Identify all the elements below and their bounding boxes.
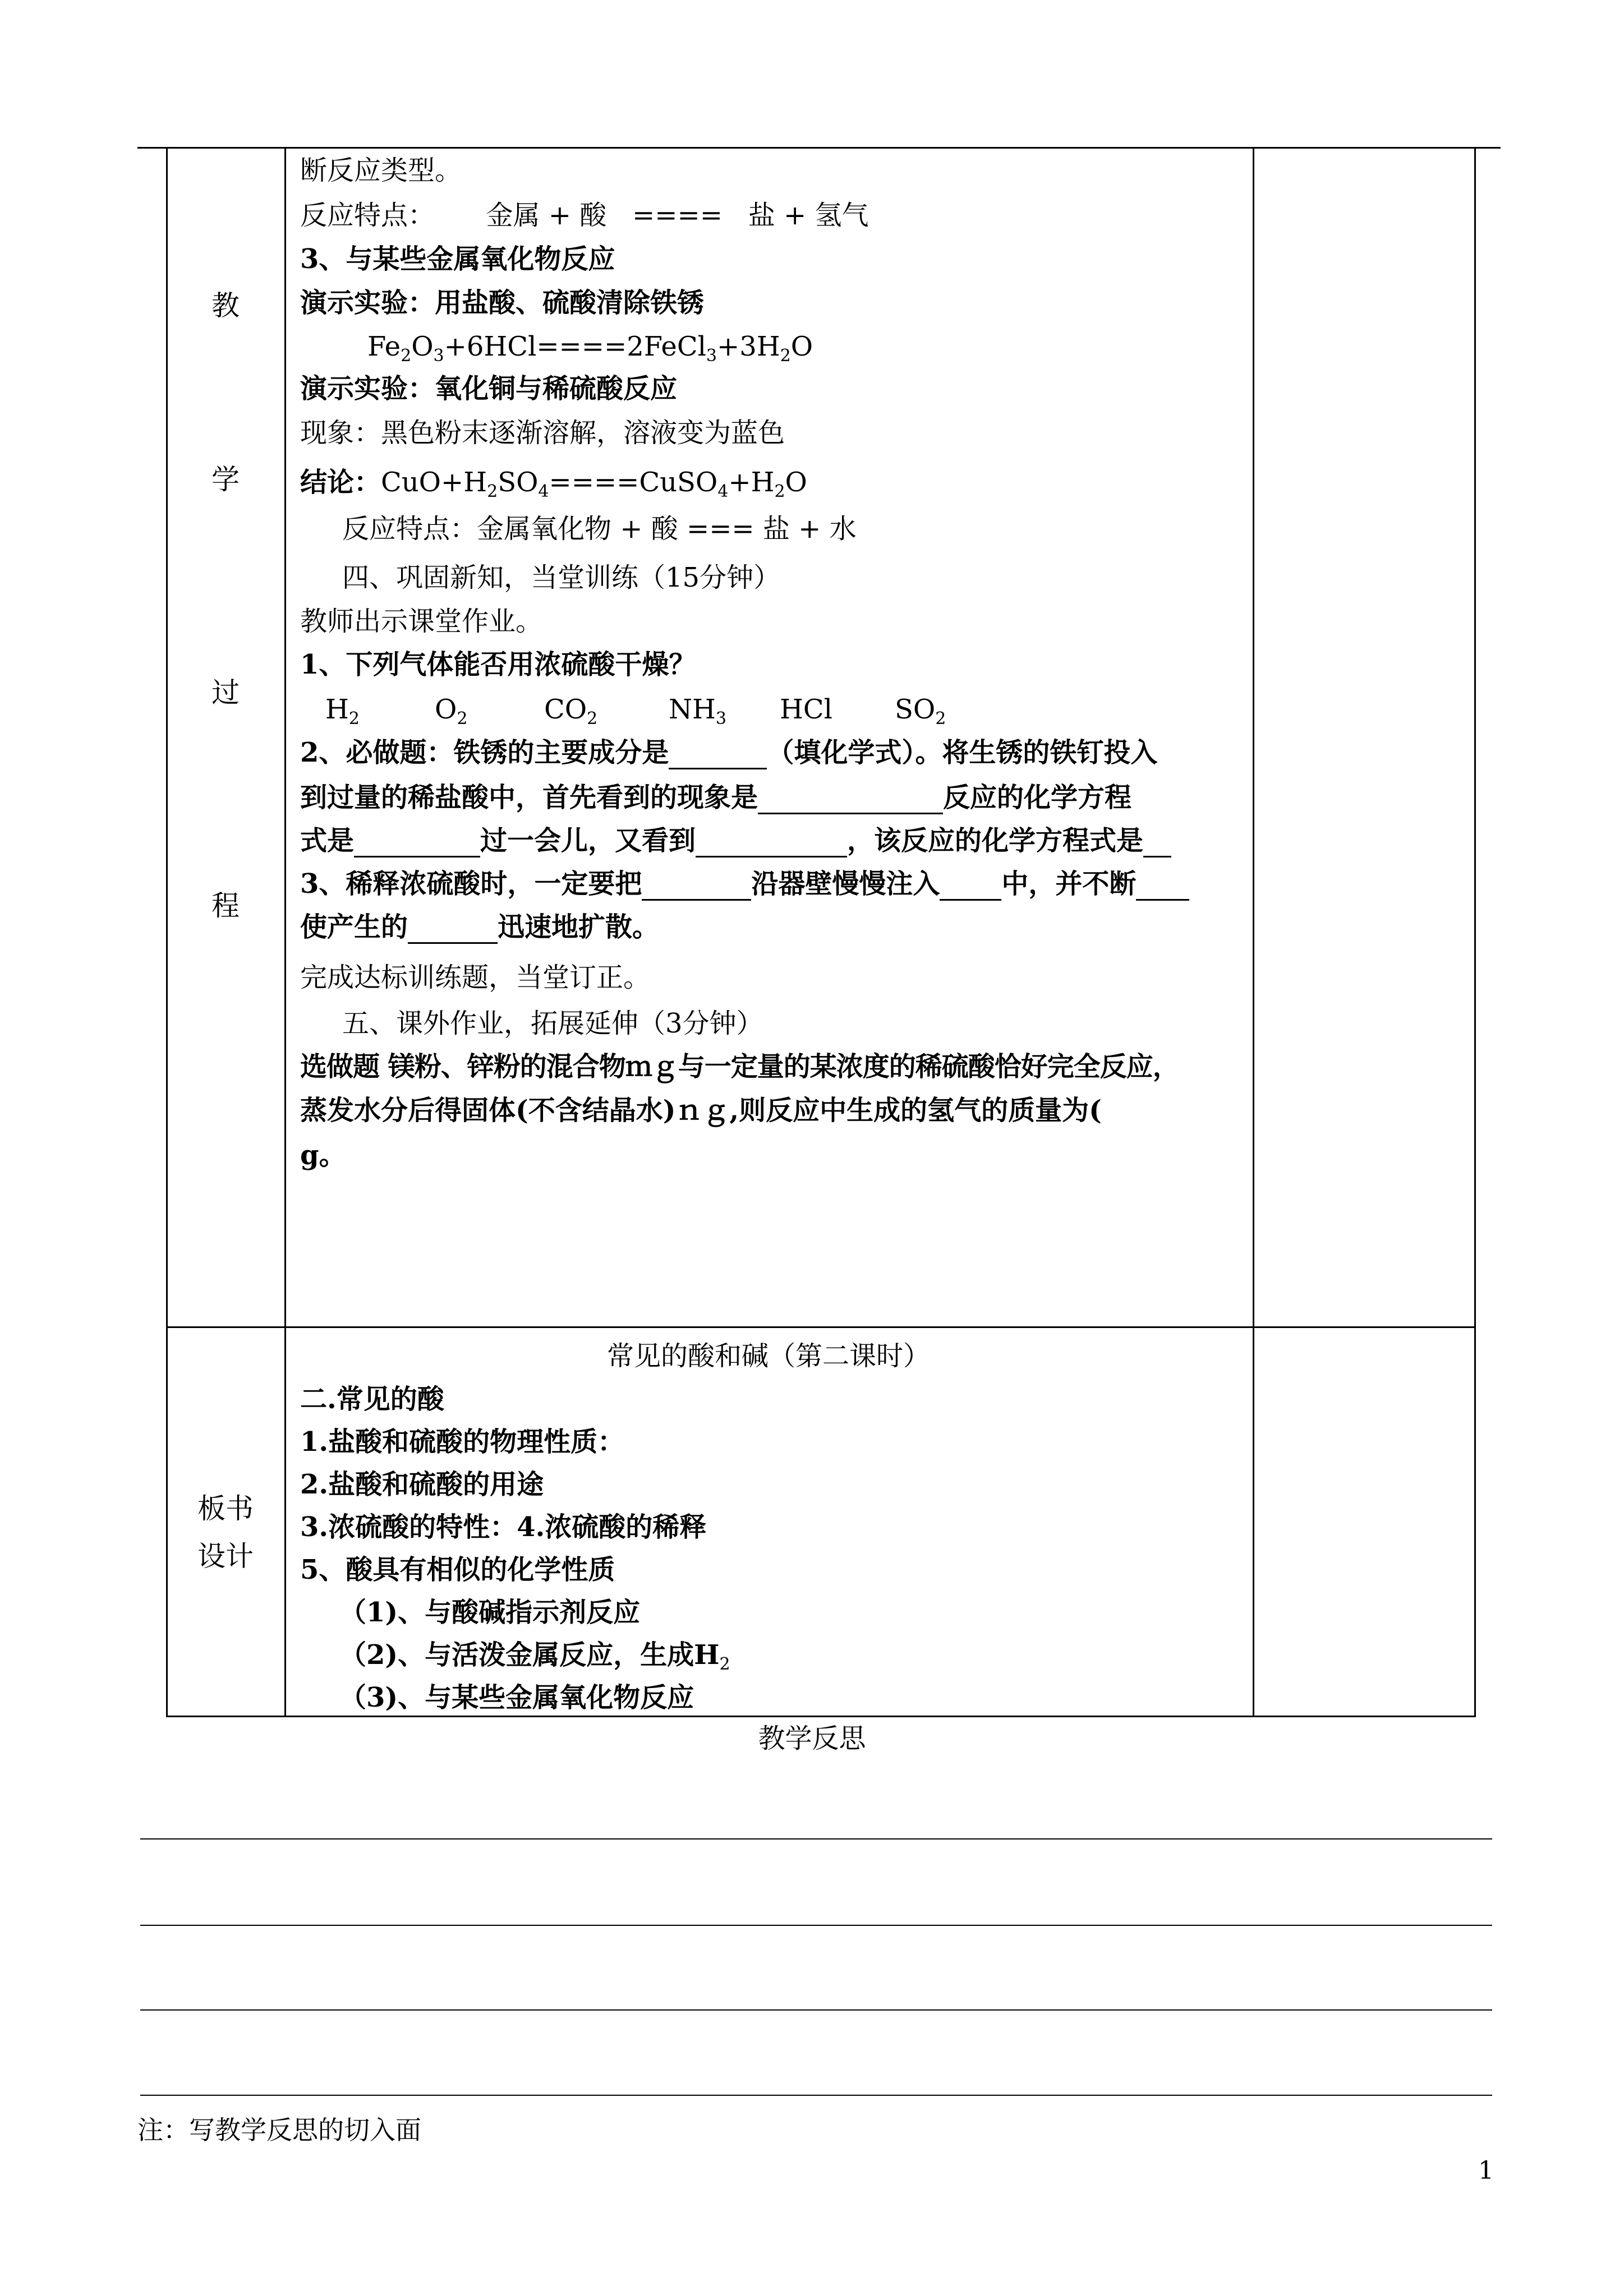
optional-question-line-2: 蒸发水分后得固体(不含结晶水)ｎｇ,则反应中生成的氢气的质量为( bbox=[300, 1095, 1102, 1126]
blank-stir[interactable] bbox=[1136, 871, 1189, 901]
reflection-line-1[interactable] bbox=[140, 1838, 1492, 1839]
demo-experiment-copper-oxide: 演示实验：氧化铜与稀硫酸反应 bbox=[300, 373, 678, 404]
board-label-line-2: 设计 bbox=[197, 1540, 254, 1573]
table-left-border bbox=[166, 147, 168, 1717]
board-line-6: （1)、与酸碱指示剂反应 bbox=[339, 1597, 641, 1628]
process-line: 断反应类型。 bbox=[300, 155, 462, 186]
phenomenon-text: 现象：黑色粉末逐渐溶解，溶液变为蓝色 bbox=[300, 417, 785, 449]
board-line-7: （2)、与活泼金属反应，生成$H_2$ bbox=[339, 1639, 730, 1674]
question-2-line-2: 到过量的稀盐酸中，首先看到的现象是 反应的化学方程 bbox=[300, 782, 1132, 813]
table-column-divider-1 bbox=[284, 147, 286, 1717]
reflection-line-4[interactable] bbox=[140, 2095, 1492, 2096]
board-line-3: 2.盐酸和硫酸的用途 bbox=[300, 1469, 544, 1500]
question-2-line-1: 2、必做题：铁锈的主要成分是 （填化学式）。将生锈的铁钉投入 bbox=[300, 737, 1158, 768]
gas-o2: $O_2$ bbox=[435, 694, 468, 729]
section-four-heading: 四、巩固新知，当堂训练（15分钟） bbox=[342, 562, 781, 593]
question-2-line-3: 式是 过一会儿，又看到 ，该反应的化学方程式是 bbox=[300, 824, 1171, 857]
reflection-note: 注：写教学反思的切入面 bbox=[137, 2115, 421, 2145]
process-label-char-2: 学 bbox=[211, 463, 240, 496]
table-section-divider bbox=[167, 1326, 1475, 1328]
page-number: 1 bbox=[1478, 2156, 1494, 2185]
board-label-line-1: 板书 bbox=[197, 1492, 254, 1525]
blank-heat[interactable] bbox=[408, 914, 498, 944]
blank-into-water[interactable] bbox=[940, 871, 1001, 901]
process-label-char-3: 过 bbox=[211, 676, 240, 709]
reflection-line-2[interactable] bbox=[140, 1925, 1492, 1926]
reaction-feature-oxide-acid: 反应特点：金属氧化物 + 酸 === 盐 + 水 bbox=[342, 513, 857, 545]
board-line-2: 1.盐酸和硫酸的物理性质： bbox=[300, 1426, 625, 1458]
question-3-line-1: 3、稀释浓硫酸时，一定要把 沿器壁慢慢注入 中，并不断 bbox=[300, 867, 1189, 901]
gas-hcl: HCl bbox=[780, 694, 832, 725]
equation-rust-hcl: $Fe_2O_3+6HCl====2FeCl_3+3H_2O$ bbox=[367, 331, 813, 366]
blank-rust-formula[interactable] bbox=[669, 740, 767, 769]
table-top-border bbox=[137, 147, 1501, 149]
reflection-title: 教学反思 bbox=[758, 1723, 866, 1754]
blank-concentrated-acid[interactable] bbox=[642, 871, 751, 901]
reaction-feature-metal-acid: 反应特点： 金属 + 酸 ==== 盐 + 氢气 bbox=[300, 200, 869, 231]
process-label-char-1: 教 bbox=[211, 289, 240, 322]
board-line-1: 二.常见的酸 bbox=[300, 1384, 444, 1415]
teacher-assigns-homework: 教师出示课堂作业。 bbox=[300, 606, 543, 637]
question-1: 1、下列气体能否用浓硫酸干燥？ bbox=[300, 649, 696, 680]
table-bottom-border bbox=[167, 1716, 1475, 1717]
gas-co2: $CO_2$ bbox=[544, 694, 598, 729]
optional-question-line-3: g。 bbox=[300, 1140, 346, 1171]
question-3-line-2: 使产生的 迅速地扩散。 bbox=[300, 911, 660, 943]
board-title: 常见的酸和碱（第二课时） bbox=[606, 1340, 930, 1372]
blank-second-equation[interactable] bbox=[1143, 828, 1171, 857]
process-label-char-4: 程 bbox=[211, 889, 240, 922]
blank-first-phenomenon[interactable] bbox=[758, 785, 943, 814]
blank-second-phenomenon[interactable] bbox=[696, 828, 847, 857]
gas-h2: $H_2$ bbox=[325, 694, 360, 729]
table-right-border bbox=[1474, 147, 1476, 1717]
heading-metal-oxide-reaction: 3、与某些金属氧化物反应 bbox=[300, 243, 615, 275]
gas-nh3: $NH_3$ bbox=[669, 694, 726, 729]
optional-question-line-1: 选做题 镁粉、锌粉的混合物ｍｇ与一定量的某浓度的稀硫酸恰好完全反应， bbox=[300, 1051, 1179, 1082]
board-line-5: 5、酸具有相似的化学性质 bbox=[300, 1554, 615, 1585]
section-five-heading: 五、课外作业，拓展延伸（3分钟） bbox=[342, 1008, 763, 1039]
demo-experiment-rust-removal: 演示实验：用盐酸、硫酸清除铁锈 bbox=[300, 287, 705, 319]
board-line-4: 3.浓硫酸的特性：4.浓硫酸的稀释 bbox=[300, 1511, 707, 1543]
complete-training-note: 完成达标训练题，当堂订正。 bbox=[300, 962, 651, 993]
conclusion-equation: 结论：$CuO+H_2SO_4====CuSO_4+H_2O$ bbox=[300, 467, 807, 501]
gas-so2: $SO_2$ bbox=[895, 694, 946, 729]
reflection-line-3[interactable] bbox=[140, 2009, 1492, 2011]
board-line-8: （3)、与某些金属氧化物反应 bbox=[339, 1682, 694, 1713]
blank-first-equation[interactable] bbox=[354, 828, 480, 857]
table-column-divider-2 bbox=[1253, 147, 1254, 1717]
